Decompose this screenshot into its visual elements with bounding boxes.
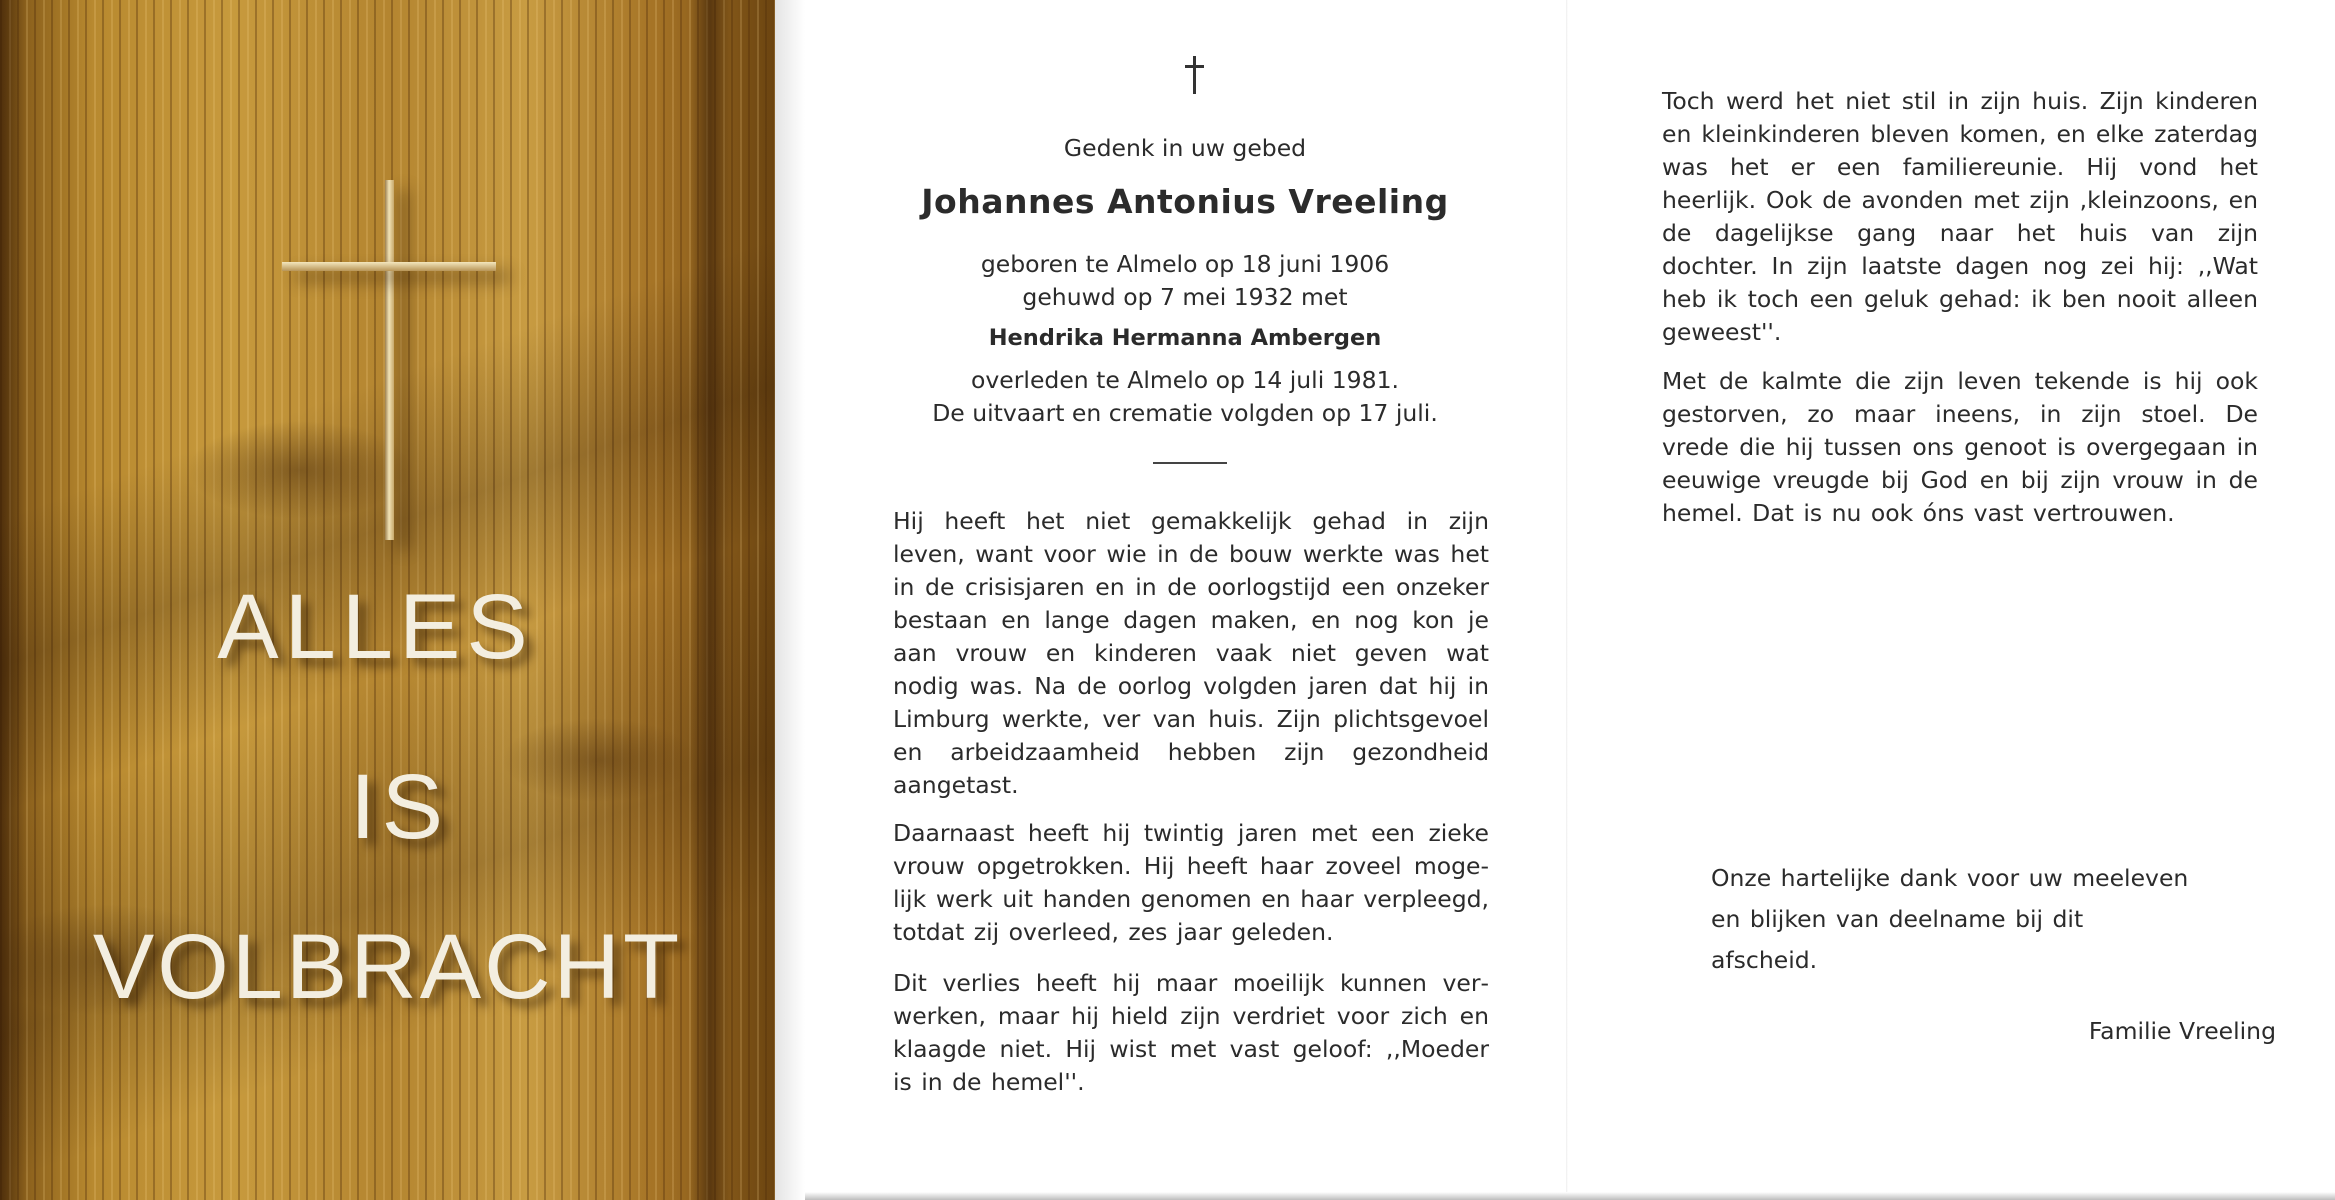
signature: Familie Vreeling [2088, 1017, 2276, 1045]
right-panel [1568, 0, 2335, 1200]
intro-line: Gedenk in uw gebed [1063, 134, 1307, 162]
paragraph-1: Hij heeft het niet gemakkelijk gehad in zijn leven, want voor wie in de bouw werkte was het in de crisisjaren en in de oorlogstijd een onzeker bestaan en lange dagen maken, en nog kon je aan vrouw en kinderen vaak niet geven wat nodig was. Na de oorlog volgden jaren dat hij in Limburg werkte, ver van huis. Zijn plichtsgevoel en arbeidzaamheid hebben zijn gezondheid aangetast. [893, 507, 1489, 799]
thanks-line-2: en blijken van deelname bij dit [1711, 905, 2084, 933]
cover-panel [0, 0, 775, 1200]
death-line: overleden te Almelo op 14 juli 1981. [971, 366, 1399, 394]
cross-icon [1180, 52, 1210, 98]
thanks-message [1711, 858, 2271, 981]
thanks-line-3: afscheid. [1711, 946, 1818, 974]
paragraph-2: Daarnaast heeft hij twintig jaren met een zieke vrouw opgetrokken. Hij heeft haar zoveel mogelijk werk uit handen genomen en haar verpleegd, totdat zij overleed, zes jaar geleden. [893, 819, 1489, 946]
paragraph-5: Met de kalmte die zijn leven tekende is hij ook gestorven, zo maar ineens, in zijn stoel. De vrede die hij tussen ons genoot is overgegaan in eeuwige vreugde bij God en bij zijn vrouw in de hemel. Dat is nu ook óns vast vertrouwen. [1662, 367, 2258, 527]
middle-panel [805, 0, 1565, 1200]
funeral-line: De uitvaart en crematie volgden op 17 juli. [932, 399, 1438, 427]
marriage-line: gehuwd op 7 mei 1932 met [1022, 283, 1348, 311]
thanks-line-1: Onze hartelijke dank voor uw meeleven [1711, 864, 2189, 892]
fold-shadow [775, 0, 805, 1200]
spouse-name: Hendrika Hermanna Ambergen [988, 325, 1382, 351]
cross-horizontal-bar [282, 262, 496, 271]
cover-word-alles: ALLES [217, 576, 534, 678]
divider-rule [1153, 462, 1227, 464]
birth-line: geboren te Almelo op 18 juni 1906 [980, 250, 1390, 278]
paragraph-3: Dit verlies heeft hij maar moeilijk kunnen verwerken, maar hij hield zijn verdriet voor zich en klaagde niet. Hij wist met vast geloof: ,,Moeder is in de hemel''. [893, 969, 1489, 1096]
cross-vertical-bar [385, 180, 394, 540]
cover-word-volbracht: VOLBRACHT [92, 916, 683, 1018]
deceased-name: Johannes Antonius Vreeling [921, 182, 1449, 221]
paragraph-4: Toch werd het niet stil in zijn huis. Zijn kinderen en kleinkinderen bleven komen, en elke zaterdag was het er een familiereunie. Hij vond het heerlijk. Ook de avonden met zijn ,kleinzoons, en de dagelijkse gang naar het huis van zijn dochter. In zijn laatste dagen nog zei hij: ,,Wat heb ik toch een geluk gehad: ik ben nooit alleen geweest''. [1662, 87, 2258, 346]
cover-word-is: IS [350, 756, 449, 858]
